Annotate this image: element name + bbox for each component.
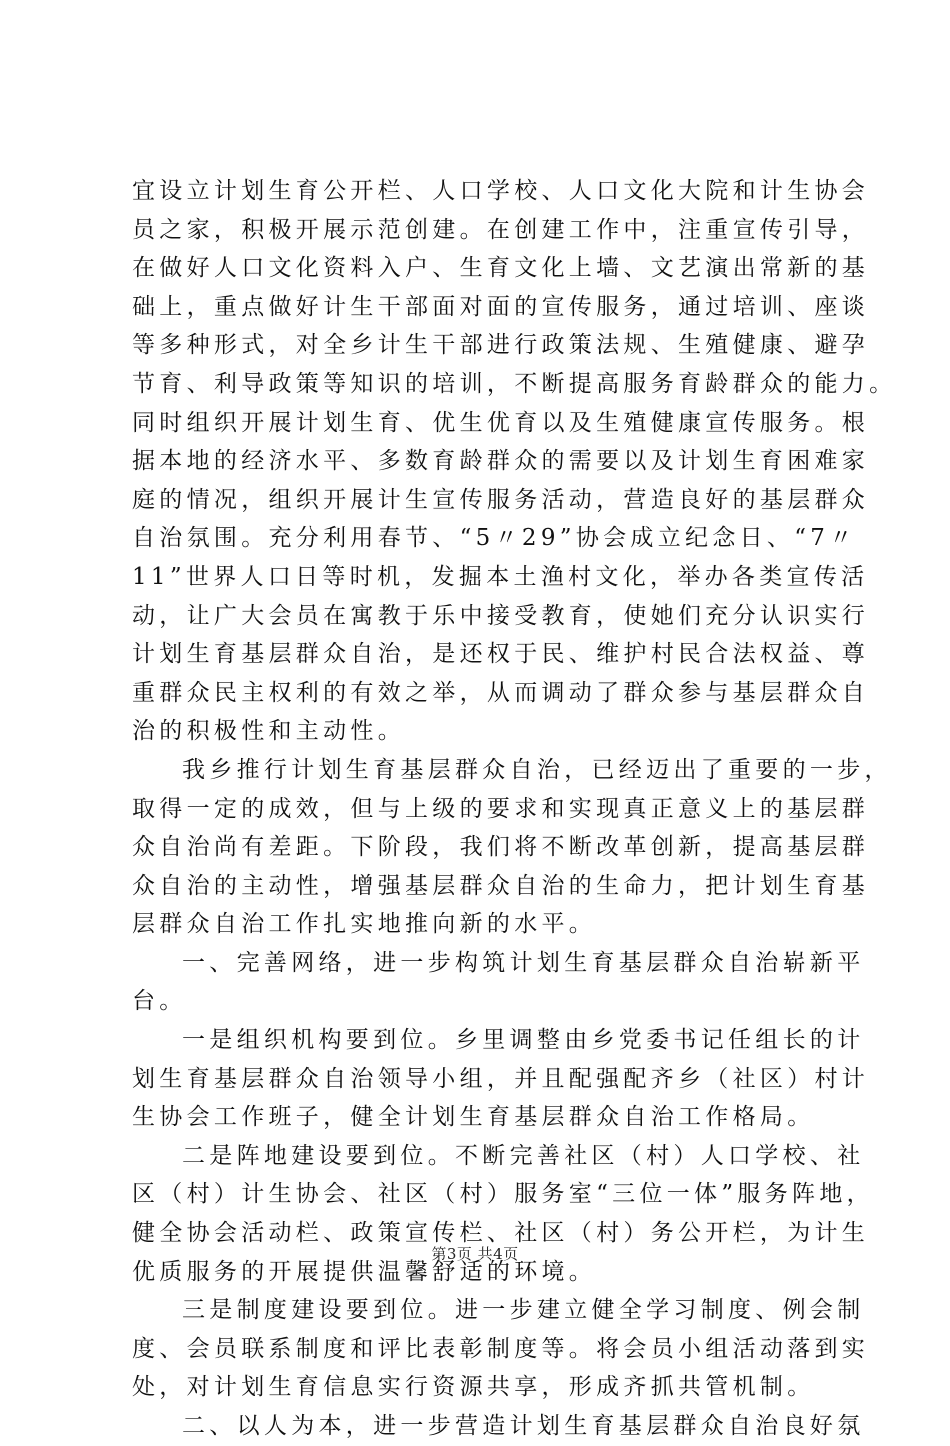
text-line: 众自治的主动性，增强基层群众自治的生命力，把计划生育基 xyxy=(132,872,870,899)
text-line: 优质服务的开展提供温馨舒适的环境。 xyxy=(132,1258,597,1285)
text-line: 宜设立计划生育公开栏、人口学校、人口文化大院和计生协会 xyxy=(132,178,870,204)
text-line: 计划生育基层群众自治，是还权于民、维护村民合法权益、尊 xyxy=(132,641,870,668)
paragraph-first-line: 一、完善网络，进一步构筑计划生育基层群众自治崭新平 xyxy=(182,949,865,976)
paragraph-first-line: 我乡推行计划生育基层群众自治，已经迈出了重要的一步， xyxy=(182,756,892,783)
text-line: 层群众自治工作扎实地推向新的水平。 xyxy=(132,911,597,938)
text-line: 生协会工作班子，健全计划生育基层群众自治工作格局。 xyxy=(132,1104,815,1131)
text-line: 11”世界人口日等时机，发掘本土渔村文化，举办各类宣传活 xyxy=(132,563,869,590)
text-line: 节育、利导政策等知识的培训，不断提高服务育龄群众的能力。 xyxy=(132,370,897,397)
text-line: 健全协会活动栏、政策宣传栏、社区（村）务公开栏，为计生 xyxy=(132,1220,870,1247)
text-line: 众自治尚有差距。下阶段，我们将不断改革创新，提高基层群 xyxy=(132,834,870,861)
text-line: 处，对计划生育信息实行资源共享，形成齐抓共管机制。 xyxy=(132,1374,815,1401)
text-line: 划生育基层群众自治领导小组，并且配强配齐乡（社区）村计 xyxy=(132,1065,870,1092)
text-line: 在做好人口文化资料入户、生育文化上墙、文艺演出常新的基 xyxy=(132,255,870,282)
paragraph-first-line: 一是组织机构要到位。乡里调整由乡党委书记任组长的计 xyxy=(182,1027,865,1054)
text-line: 取得一定的成效，但与上级的要求和实现真正意义上的基层群 xyxy=(132,795,870,822)
text-line: 治的积极性和主动性。 xyxy=(132,718,405,745)
text-line: 据本地的经济水平、多数育龄群众的需要以及计划生育困难家 xyxy=(132,448,870,475)
text-line: 区（村）计生协会、社区（村）服务室“三位一体”服务阵地， xyxy=(132,1181,874,1208)
paragraph-first-line: 二是阵地建设要到位。不断完善社区（村）人口学校、社 xyxy=(182,1142,865,1169)
text-line: 庭的情况，组织开展计生宣传服务活动，营造良好的基层群众 xyxy=(132,486,870,513)
text-line: 重群众民主权利的有效之举，从而调动了群众参与基层群众自 xyxy=(132,679,870,706)
paragraph-first-line: 二、以人为本，进一步营造计划生育基层群众自治良好氛 xyxy=(182,1413,865,1439)
text-line: 台。 xyxy=(132,988,187,1015)
text-line: 员之家，积极开展示范创建。在创建工作中，注重宣传引导， xyxy=(132,216,870,243)
text-line: 度、会员联系制度和评比表彰制度等。将会员小组活动落到实 xyxy=(132,1335,870,1362)
text-line: 础上，重点做好计生干部面对面的宣传服务，通过培训、座谈 xyxy=(132,293,870,320)
text-line: 等多种形式，对全乡计生干部进行政策法规、生殖健康、避孕 xyxy=(132,332,870,359)
page-footer: 第3页 共4页 xyxy=(431,1245,519,1263)
text-line: 动，让广大会员在寓教于乐中接受教育，使她们充分认识实行 xyxy=(132,602,870,629)
text-line: 自治氛围。充分利用春节、“5〃29”协会成立纪念日、“7〃 xyxy=(132,525,857,552)
paragraph-first-line: 三是制度建设要到位。进一步建立健全学习制度、例会制 xyxy=(182,1297,865,1324)
text-line: 同时组织开展计划生育、优生优育以及生殖健康宣传服务。根 xyxy=(132,409,870,436)
